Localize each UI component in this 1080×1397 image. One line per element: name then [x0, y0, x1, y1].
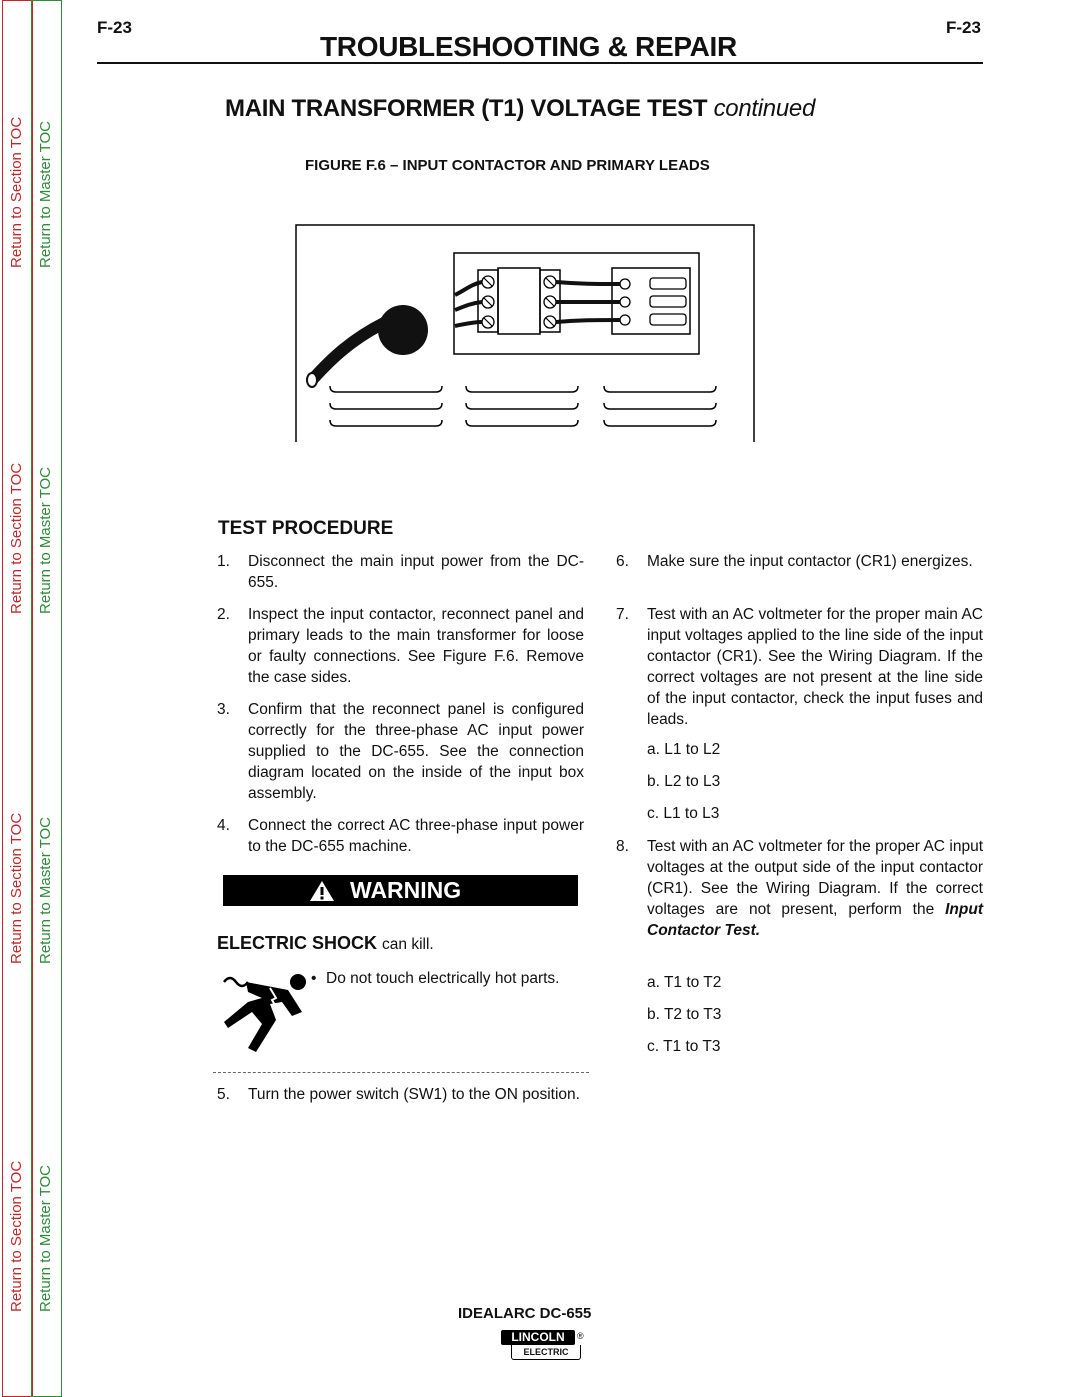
warning-bullet-text: Do not touch electrically hot parts.	[326, 970, 560, 987]
step-number: 6.	[616, 553, 629, 570]
step-text: Inspect the input contactor, reconnect panel and primary leads to the main transformer for loose or faulty connections. See Figure F.6. Remove the case sides.	[248, 606, 584, 686]
step-item	[616, 604, 983, 730]
lincoln-electric-logo	[499, 1330, 589, 1364]
step-item	[217, 604, 584, 688]
bullet-icon: •	[311, 970, 317, 987]
page-number-left: F-23	[97, 18, 132, 37]
logo-top-text: LINCOLN	[501, 1330, 575, 1345]
electric-shock-icon	[218, 968, 317, 1052]
step-subitem: b. L2 to L3	[647, 773, 721, 790]
electric-shock-label: ELECTRIC SHOCK	[217, 933, 378, 953]
return-to-master-toc-link[interactable]: Return to Master TOC	[37, 121, 54, 268]
step-number: 2.	[217, 606, 230, 623]
step-subitem: b. T2 to T3	[647, 1006, 722, 1023]
electric-shock-warning	[217, 933, 434, 954]
step-text: Disconnect the main input power from the DC-655.	[248, 553, 584, 591]
step-number: 1.	[217, 553, 230, 570]
page-number-right: F-23	[946, 18, 981, 37]
step-item	[217, 699, 584, 804]
step-item	[616, 836, 983, 962]
model-name: IDEALARC DC-655	[458, 1305, 592, 1322]
step-item	[217, 551, 584, 593]
figure-caption: FIGURE F.6 – INPUT CONTACTOR AND PRIMARY LEADS	[305, 157, 710, 174]
header-rule	[97, 62, 983, 64]
step-item	[616, 551, 983, 593]
warning-triangle-icon	[309, 880, 335, 902]
step-number: 7.	[616, 606, 629, 623]
step-text: Confirm that the reconnect panel is configured correctly for the three-phase AC input power supplied to the DC-655. See the connection diagram located on the inside of the input box assembly.	[248, 701, 584, 802]
registered-mark-icon: ®	[577, 1331, 584, 1341]
return-to-master-toc-link[interactable]: Return to Master TOC	[37, 467, 54, 614]
return-to-section-toc-link[interactable]: Return to Section TOC	[8, 462, 25, 614]
section-title-continued: continued	[713, 95, 815, 122]
input-contactor-figure	[290, 220, 760, 445]
step-text: Connect the correct AC three-phase input power to the DC-655 machine.	[248, 817, 584, 855]
step-item	[217, 1084, 584, 1126]
step-subitem: a. T1 to T2	[647, 974, 722, 991]
test-procedure-heading: TEST PROCEDURE	[218, 518, 394, 539]
step-number: 3.	[217, 701, 230, 718]
input-contactor-test-link[interactable]: Input Contactor Test.	[647, 901, 983, 939]
step-subitem: c. L1 to L3	[647, 805, 720, 822]
step-8-text: Test with an AC voltmeter for the proper AC input voltages at the output side of the input contactor (CR1). See the Wiring Diagram. If the correct voltages are not present, perform the	[647, 838, 983, 918]
return-to-master-toc-link[interactable]: Return to Master TOC	[37, 817, 54, 964]
step-subitem: a. L1 to L2	[647, 741, 721, 758]
page-header: TROUBLESHOOTING & REPAIR	[320, 31, 737, 62]
step-text	[647, 836, 983, 941]
return-to-section-toc-link[interactable]: Return to Section TOC	[8, 1160, 25, 1312]
step-number: 8.	[616, 838, 629, 855]
electric-shock-suffix: can kill.	[382, 936, 434, 953]
step-text: Test with an AC voltmeter for the proper main AC input voltages applied to the line side of the input contactor (CR1). See the Wiring Diagram. If the correct voltages are not present at the line side of the input contactor, check the input fuses and leads.	[647, 606, 983, 728]
warning-label: WARNING	[350, 877, 462, 903]
return-to-section-toc-link[interactable]: Return to Section TOC	[8, 812, 25, 964]
step-text: Turn the power switch (SW1) to the ON position.	[248, 1086, 580, 1103]
warning-banner	[223, 875, 578, 906]
step-text: Make sure the input contactor (CR1) energizes.	[647, 553, 973, 570]
step-subitem: c. T1 to T3	[647, 1038, 721, 1055]
dashed-divider	[213, 1072, 589, 1073]
return-to-master-toc-link[interactable]: Return to Master TOC	[37, 1165, 54, 1312]
step-number: 4.	[217, 817, 230, 834]
section-title	[225, 95, 815, 123]
step-item	[217, 815, 584, 857]
logo-bottom-text: ELECTRIC	[511, 1345, 581, 1360]
section-title-main: MAIN TRANSFORMER (T1) VOLTAGE TEST	[225, 95, 708, 122]
return-to-section-toc-link[interactable]: Return to Section TOC	[8, 116, 25, 268]
step-number: 5.	[217, 1086, 230, 1103]
